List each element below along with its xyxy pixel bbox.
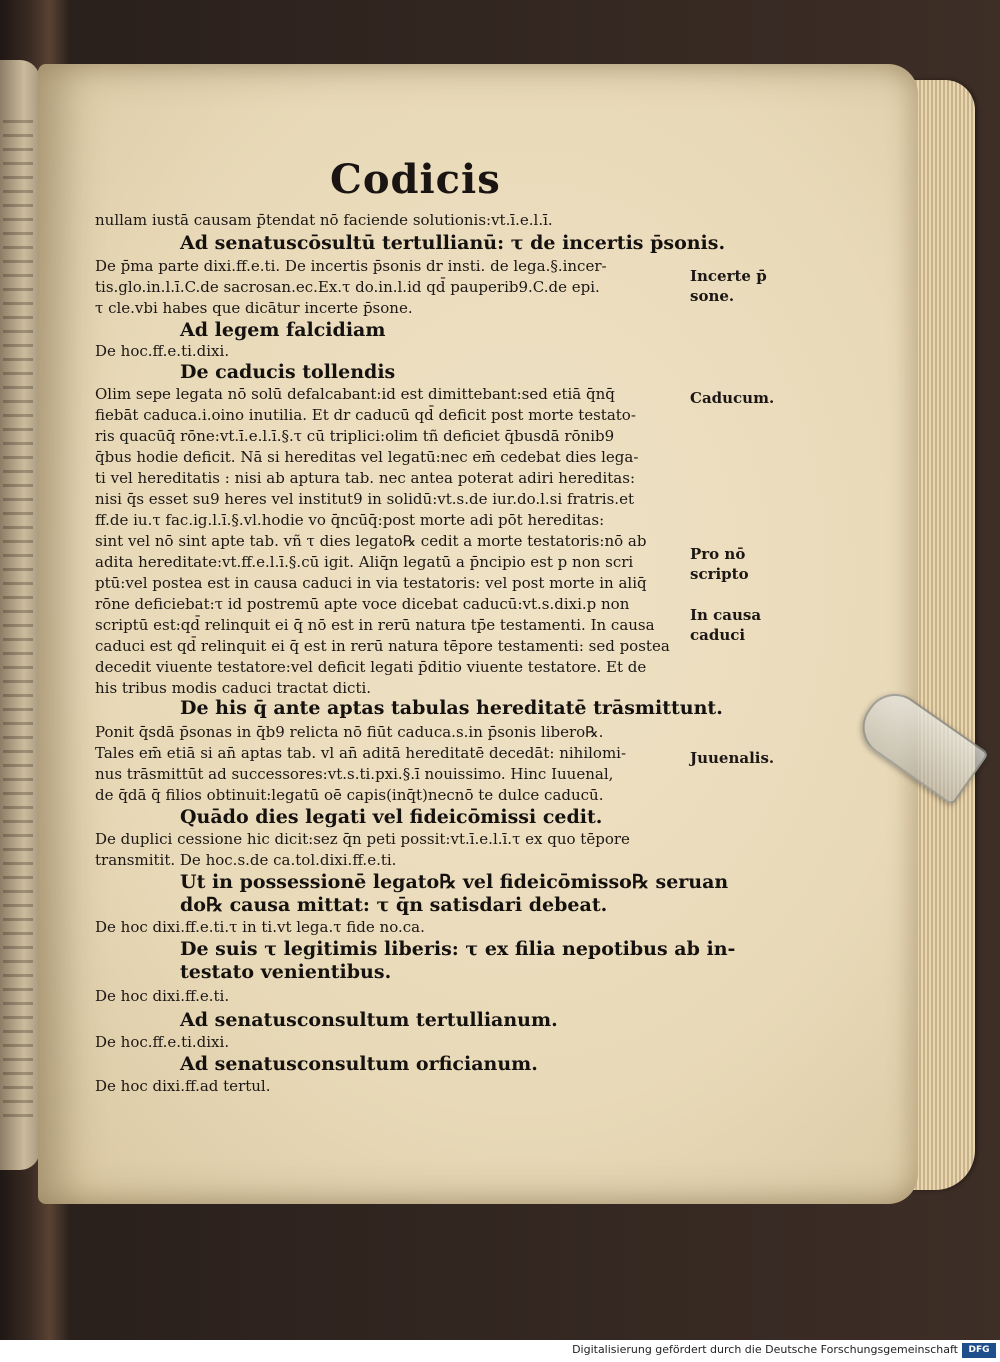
facing-page-text-fragments (3, 120, 33, 1120)
facing-page-edge (0, 60, 40, 1170)
text-line: ti vel hereditatis : nisi ab aptura tab. nec antea poterat adiri hereditas: (95, 469, 635, 487)
text-line: nisi q̄s esset su9 heres vel institut9 in solidū:vt.s.de iur.do.l.si fratris.et (95, 490, 634, 508)
text-line: decedit viuente testatore:vel deficit legati p̄ditio viuente testatore. Et de (95, 658, 647, 676)
footer-bar (0, 1340, 1000, 1362)
margin-note: Incerte p̄ (690, 267, 767, 285)
margin-note: sone. (690, 287, 735, 305)
text-line: De p̄ma parte dixi.ff.e.ti. De incertis p̄sonis dr insti. de lega.§.incer- (95, 257, 607, 275)
section-heading: De his q̄ ante aptas tabulas hereditatē trāsmittunt. (180, 697, 723, 719)
text-line: τ cle.vbi habes que dicātur incerte p̄sone. (95, 299, 413, 317)
text-line: tis.glo.in.l.ī.C.de sacrosan.ec.Ex.τ do.in.l.id qd̄ pauperib9.C.de epi. (95, 278, 600, 296)
text-line: scriptū est:qd̄ relinquit ei q̄ nō est in rerū natura tp̄e testamenti. In causa (95, 616, 655, 634)
margin-note: Juuenalis. (690, 749, 775, 767)
text-line: De hoc dixi.ff.ad tertul. (95, 1077, 271, 1095)
dfg-logo: DFG (962, 1343, 996, 1358)
text-line: De hoc.ff.e.ti.dixi. (95, 342, 230, 360)
section-heading: do℞ causa mittat: τ q̄n satisdari debeat. (180, 894, 608, 916)
text-line: his tribus modis caduci tractat dicti. (95, 679, 372, 697)
running-head: Codicis (330, 156, 501, 203)
funding-credit: Digitalisierung gefördert durch die Deutsche Forschungsgemeinschaft (572, 1343, 958, 1356)
text-line: de q̄dā q̄ filios obtinuit:legatū oē capis(inq̄t)necnō te dulce caducū. (95, 786, 604, 804)
section-heading: Ad legem falcidiam (180, 319, 386, 341)
section-heading: Ad senatusconsultum tertullianum. (180, 1009, 558, 1031)
section-heading: Ut in possessionē legato℞ vel fideicōmisso℞ seruan (180, 871, 729, 893)
section-heading: Ad senatuscōsultū tertullianū: τ de incertis p̄sonis. (180, 232, 726, 254)
text-line: Tales em̄ etiā si an̄ aptas tab. vl an̄ aditā hereditatē decedāt: nihilomi- (95, 744, 627, 762)
margin-note: caduci (690, 626, 746, 644)
section-heading: De suis τ legitimis liberis: τ ex filia nepotibus ab in- (180, 938, 736, 960)
text-line: nus trāsmittūt ad successores:vt.s.ti.pxi.§.ī nouissimo. Hinc Iuuenal, (95, 765, 614, 783)
margin-note: Pro nō (690, 545, 746, 563)
text-line: ff.de iu.τ fac.ig.l.ī.§.vl.hodie vo q̄ncūq̄:post morte adi pōt hereditas: (95, 511, 605, 529)
text-line: De hoc.ff.e.ti.dixi. (95, 1033, 230, 1051)
text-line: adita hereditate:vt.ff.e.l.ī.§.cū igit. Aliq̄n legatū a p̄ncipio est p non scri (95, 553, 634, 571)
margin-note: In causa (690, 606, 762, 624)
text-line: De hoc dixi.ff.e.ti. (95, 987, 230, 1005)
margin-note: Caducum. (690, 389, 775, 407)
text-line: Ponit q̄sdā p̄sonas in q̄b9 relicta nō fiūt caduca.s.in p̄sonis libero℞. (95, 723, 604, 741)
text-line: caduci est qd̄ relinquit ei q̄ est in rerū natura tēpore testamenti: sed postea (95, 637, 670, 655)
section-heading: Ad senatusconsultum orficianum. (180, 1053, 538, 1075)
text-line: De duplici cessione hic dicit:sez q̄n peti possit:vt.ī.e.l.ī.τ ex quo tēpore (95, 830, 630, 848)
text-line: q̄bus hodie deficit. Nā si hereditas vel legatū:nec em̄ cedebat dies lega- (95, 448, 639, 466)
section-heading: testato venientibus. (180, 961, 392, 983)
margin-note: scripto (690, 565, 749, 583)
text-line: nullam iustā causam p̄tendat nō faciende solutionis:vt.ī.e.l.ī. (95, 211, 553, 229)
text-line: fiebāt caduca.i.oino inutilia. Et dr caducū qd̄ deficit post morte testato- (95, 406, 636, 424)
text-line: rōne deficiebat:τ id postremū apte voce dicebat caducū:vt.s.dixi.p non (95, 595, 630, 613)
section-heading: De caducis tollendis (180, 361, 396, 383)
text-line: ptū:vel postea est in causa caduci in via testatoris: vel post morte in aliq̄ (95, 574, 647, 592)
text-line: Olim sepe legata nō solū defalcabant:id est dimittebant:sed etiā q̄nq̄ (95, 385, 615, 403)
text-line: De hoc dixi.ff.e.ti.τ in ti.vt lega.τ fide no.ca. (95, 918, 425, 936)
text-line: ris quacūq̄ rōne:vt.ī.e.l.ī.§.τ cū triplici:olim tñ deficiet q̄busdā rōnib9 (95, 427, 615, 445)
text-line: transmitit. De hoc.s.de ca.tol.dixi.ff.e.ti. (95, 851, 397, 869)
text-line: sint vel nō sint apte tab. vñ τ dies legato℞ cedit a morte testatoris:nō ab (95, 532, 647, 550)
section-heading: Quādo dies legati vel fideicōmissi cedit. (180, 806, 603, 828)
